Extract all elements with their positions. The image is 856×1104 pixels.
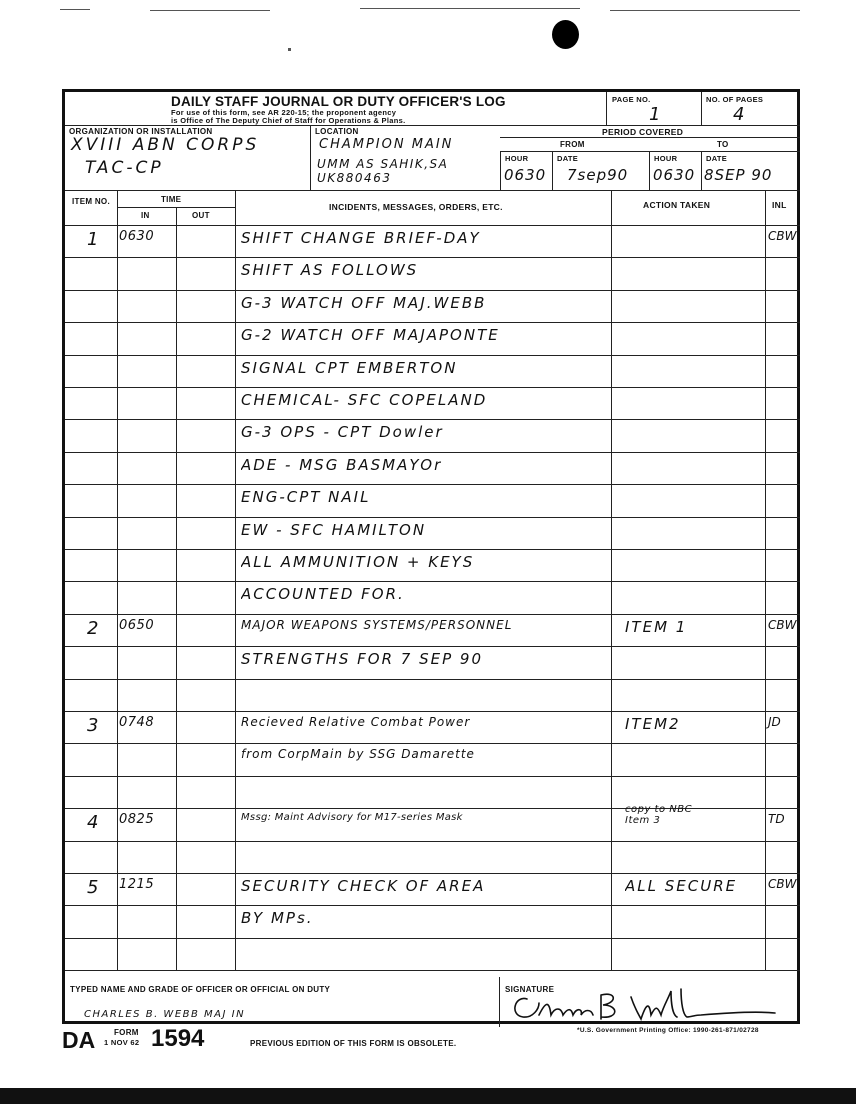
signature: [505, 985, 785, 1025]
entry-text: SHIFT CHANGE BRIEF-DAY: [241, 229, 481, 247]
to-hour-value: 0630: [653, 166, 696, 184]
entry-action: ITEM2: [625, 715, 681, 733]
incidents-header: INCIDENTS, MESSAGES, ORDERS, ETC.: [329, 202, 503, 212]
entry-action: copy to NBC Item 3: [625, 804, 693, 827]
entry-text: G-3 WATCH OFF MAJ.WEBB: [241, 293, 487, 312]
entry-item-no: 4: [87, 812, 100, 834]
entry-text: ENG-CPT NAIL: [241, 488, 371, 507]
form-subtitle-2: is Office of The Deputy Chief of Staff for Operations & Plans.: [171, 116, 406, 125]
item-no-header-text: ITEM NO.: [72, 197, 110, 206]
scan-speck: [360, 8, 580, 9]
printing-office-note: *U.S. Government Printing Office: 1990-261-871/02728: [577, 1027, 759, 1034]
time-header: TIME: [161, 195, 182, 204]
entry-item-no: 2: [87, 617, 100, 639]
entry-text: G-3 OPS - CPT Dowler: [241, 423, 444, 442]
no-of-pages-value: 4: [733, 104, 746, 125]
entry-time-in: 0630: [119, 229, 155, 244]
entry-time-in: 1215: [119, 877, 155, 892]
entry-text: SIGNAL CPT EMBERTON: [241, 358, 458, 377]
entry-initials: JD: [768, 715, 781, 729]
entry-text: BY MPs.: [241, 909, 314, 928]
entry-text: ALL AMMUNITION + KEYS: [241, 553, 475, 571]
form-date: 1 NOV 62: [104, 1038, 140, 1047]
entry-text: G-2 WATCH OFF MAJAPONTE: [241, 326, 500, 345]
previous-edition-note: PREVIOUS EDITION OF THIS FORM IS OBSOLETE.: [250, 1039, 457, 1048]
form-title: DAILY STAFF JOURNAL OR DUTY OFFICER'S LOG: [171, 94, 506, 109]
location-label: LOCATION: [315, 127, 359, 136]
form-word: FORM: [114, 1028, 139, 1037]
from-date-label: DATE: [557, 154, 579, 163]
scan-speck: [60, 9, 90, 10]
organization-line2: TAC-CP: [85, 158, 164, 178]
location-line1: CHAMPION MAIN: [319, 137, 454, 152]
from-hour-label: HOUR: [505, 154, 529, 163]
period-to-label: TO: [717, 140, 729, 149]
form-da: DA: [62, 1027, 96, 1053]
form-number: 1594: [151, 1025, 205, 1052]
entry-text: ACCOUNTED FOR.: [241, 585, 405, 604]
entry-initials: CBW: [768, 229, 797, 243]
to-hour-label: HOUR: [654, 154, 678, 163]
to-date-label: DATE: [706, 154, 728, 163]
entry-initials: TD: [768, 812, 785, 827]
from-hour-value: 0630: [504, 166, 547, 184]
entry-action: ITEM 1: [625, 617, 688, 636]
time-in-header: IN: [141, 211, 150, 220]
entry-text: STRENGTHS FOR 7 SEP 90: [241, 650, 483, 669]
scan-speck: [288, 48, 291, 51]
entry-text: ADE - MSG BASMAYOr: [241, 455, 443, 474]
period-covered-label: PERIOD COVERED: [602, 127, 684, 137]
scan-speck: [610, 10, 800, 11]
entry-time-in: 0825: [119, 812, 155, 828]
form-subtitle-1: For use of this form, see AR 220-15; the proponent agency: [171, 108, 397, 117]
entry-text: SHIFT AS FOLLOWS: [241, 261, 419, 280]
entry-time-in: 0748: [119, 715, 155, 730]
to-date-value: 8SEP 90: [704, 166, 773, 184]
officer-name: CHARLES B. WEBB MAJ IN: [84, 1009, 246, 1020]
entry-item-no: 5: [87, 877, 100, 898]
scan-border: [0, 1088, 856, 1104]
organization-label: ORGANIZATION OR INSTALLATION: [69, 127, 213, 136]
entry-action: ALL SECURE: [625, 877, 738, 895]
scan-speck: [150, 10, 270, 11]
page-no-label: PAGE NO.: [612, 95, 651, 104]
no-of-pages-label: NO. OF PAGES: [706, 95, 764, 104]
entry-text: Mssg: Maint Advisory for M17-series Mask: [241, 812, 463, 824]
inl-header: INL: [772, 200, 787, 210]
location-line3: UK880463: [317, 171, 392, 185]
entry-time-in: 0650: [119, 617, 155, 633]
entry-item-no: 1: [87, 229, 100, 250]
organization-line1: XVIII ABN CORPS: [71, 135, 260, 155]
location-line2: UMM AS SAHIK,SA: [317, 157, 449, 171]
entry-text: from CorpMain by SSG Damarette: [241, 747, 475, 762]
entry-text: SECURITY CHECK OF AREA: [241, 877, 486, 895]
entry-item-no: 3: [87, 715, 100, 736]
action-taken-header: ACTION TAKEN: [643, 200, 711, 210]
signature-label: SIGNATURE: [505, 985, 555, 994]
time-out-header: OUT: [192, 211, 210, 220]
from-date-value: 7sep90: [567, 166, 629, 184]
officer-label: TYPED NAME AND GRADE OF OFFICER OR OFFICIAL ON DUTY: [70, 985, 331, 994]
punch-hole: [552, 20, 579, 49]
period-from-label: FROM: [560, 140, 585, 149]
journal-form: [62, 89, 800, 1024]
item-no-header: [71, 196, 111, 207]
entry-text: EW - SFC HAMILTON: [241, 520, 427, 539]
entry-text: Recieved Relative Combat Power: [241, 715, 471, 729]
entry-initials: CBW: [768, 877, 797, 891]
page-no-value: 1: [649, 104, 662, 125]
entry-text: MAJOR WEAPONS SYSTEMS/PERSONNEL: [241, 617, 513, 632]
entry-initials: CBW: [768, 617, 797, 632]
entry-text: CHEMICAL- SFC COPELAND: [241, 391, 488, 409]
